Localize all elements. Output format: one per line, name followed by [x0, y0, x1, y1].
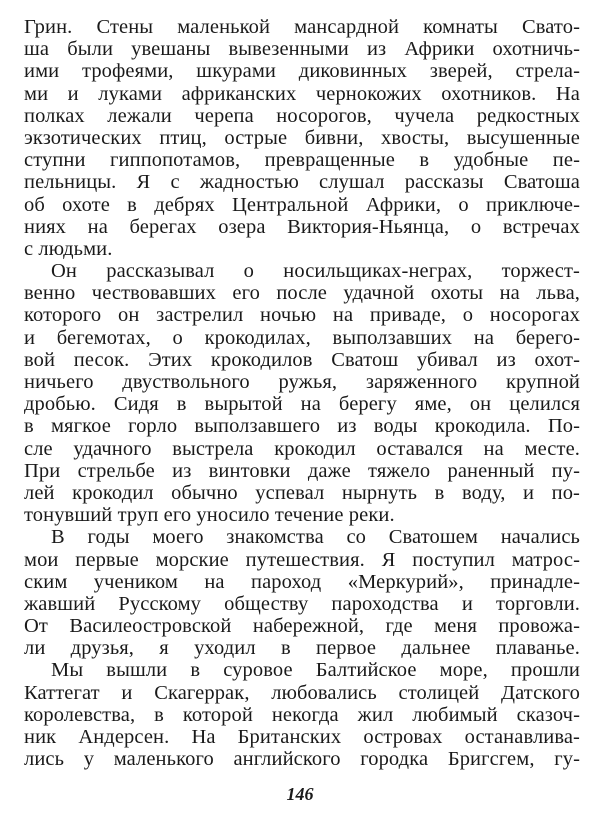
text-line: Он рассказывал о носильщиках-неграх, торжест- [51, 260, 580, 283]
text-line: ступни гиппопотамов, превращенные в удобные пе- [24, 149, 580, 172]
text-line: лей крокодил обычно успевал нырнуть в воду, и по- [24, 481, 580, 504]
text-line: в мягкое горло выползавшего из воды крокодила. По- [24, 415, 580, 438]
page-number: 146 [286, 784, 314, 804]
text-line: которого он застрелил ночью на приваде, о носорогах [24, 304, 580, 327]
text-line: ми и луками африканских чернокожих охотников. На [24, 82, 580, 105]
paragraph [24, 526, 580, 659]
text-line: Грин. Стены маленькой мансардной комнаты Свато- [24, 16, 580, 38]
text-line: ниях на берегах озера Виктория-Ньянца, о встречах [24, 215, 580, 238]
page-body [24, 16, 580, 770]
text-line: ник Андерсен. На Британских островах останавлива- [24, 726, 580, 748]
text-line: вой песок. Этих крокодилов Сватош убивал из охот- [24, 348, 580, 371]
text-line: Каттегат и Скагеррак, любовались столицей Датского [24, 681, 580, 704]
text-line: пельницы. Я с жадностью слушал рассказы Сватоша [24, 171, 580, 194]
text-line: дробью. Сидя в вырытой на берегу яме, он целился [24, 393, 580, 416]
paragraph [24, 16, 580, 260]
text-line: сле удачного выстрела крокодил оставался на месте. [24, 437, 580, 460]
paragraph [24, 659, 580, 770]
text-line: ша были увешаны вывезенными из Африки охотничь- [24, 38, 580, 61]
text-line: венно чествовавших его после удачной охоты на льва, [24, 282, 580, 305]
text-line: экзотических птиц, острые бивни, хвосты, высушенные [24, 126, 580, 149]
text-line: и бегемотах, о крокодилах, выползавших на берего- [24, 326, 580, 349]
text-line: ли друзья, я уходил в первое дальнее плаванье. [24, 637, 580, 660]
paragraph [24, 260, 580, 526]
text-line: тонувший труп его уносило течение реки. [24, 504, 395, 527]
text-line: с людьми. [24, 237, 113, 260]
text-line: мои первые морские путешествия. Я поступил матрос- [24, 548, 580, 571]
text-line: ими трофеями, шкурами диковинных зверей, стрела- [24, 60, 580, 83]
text-line: королевства, в которой некогда жил любимый сказоч- [24, 703, 580, 726]
text-line: полках лежали черепа носорогов, чучела редкостных [24, 104, 580, 127]
text-line: ским учеником на пароход «Меркурий», принадле- [24, 570, 580, 593]
text-line: От Василеостровской набережной, где меня провожа- [24, 615, 580, 638]
text-line: При стрельбе из винтовки даже тяжело раненный пу- [24, 459, 580, 482]
text-line: жавший Русскому обществу пароходства и торговли. [24, 592, 580, 615]
text-line: лись у маленького английского городка Бригсгем, гу- [24, 748, 580, 771]
text-line: ничьего двуствольного ружья, заряженного крупной [24, 371, 580, 393]
text-line: В годы моего знакомства со Сватошем начались [51, 526, 580, 549]
text-line: Мы вышли в суровое Балтийское море, прошли [51, 659, 580, 682]
text-line: об охоте в дебрях Центральной Африки, о приключе- [24, 193, 580, 216]
